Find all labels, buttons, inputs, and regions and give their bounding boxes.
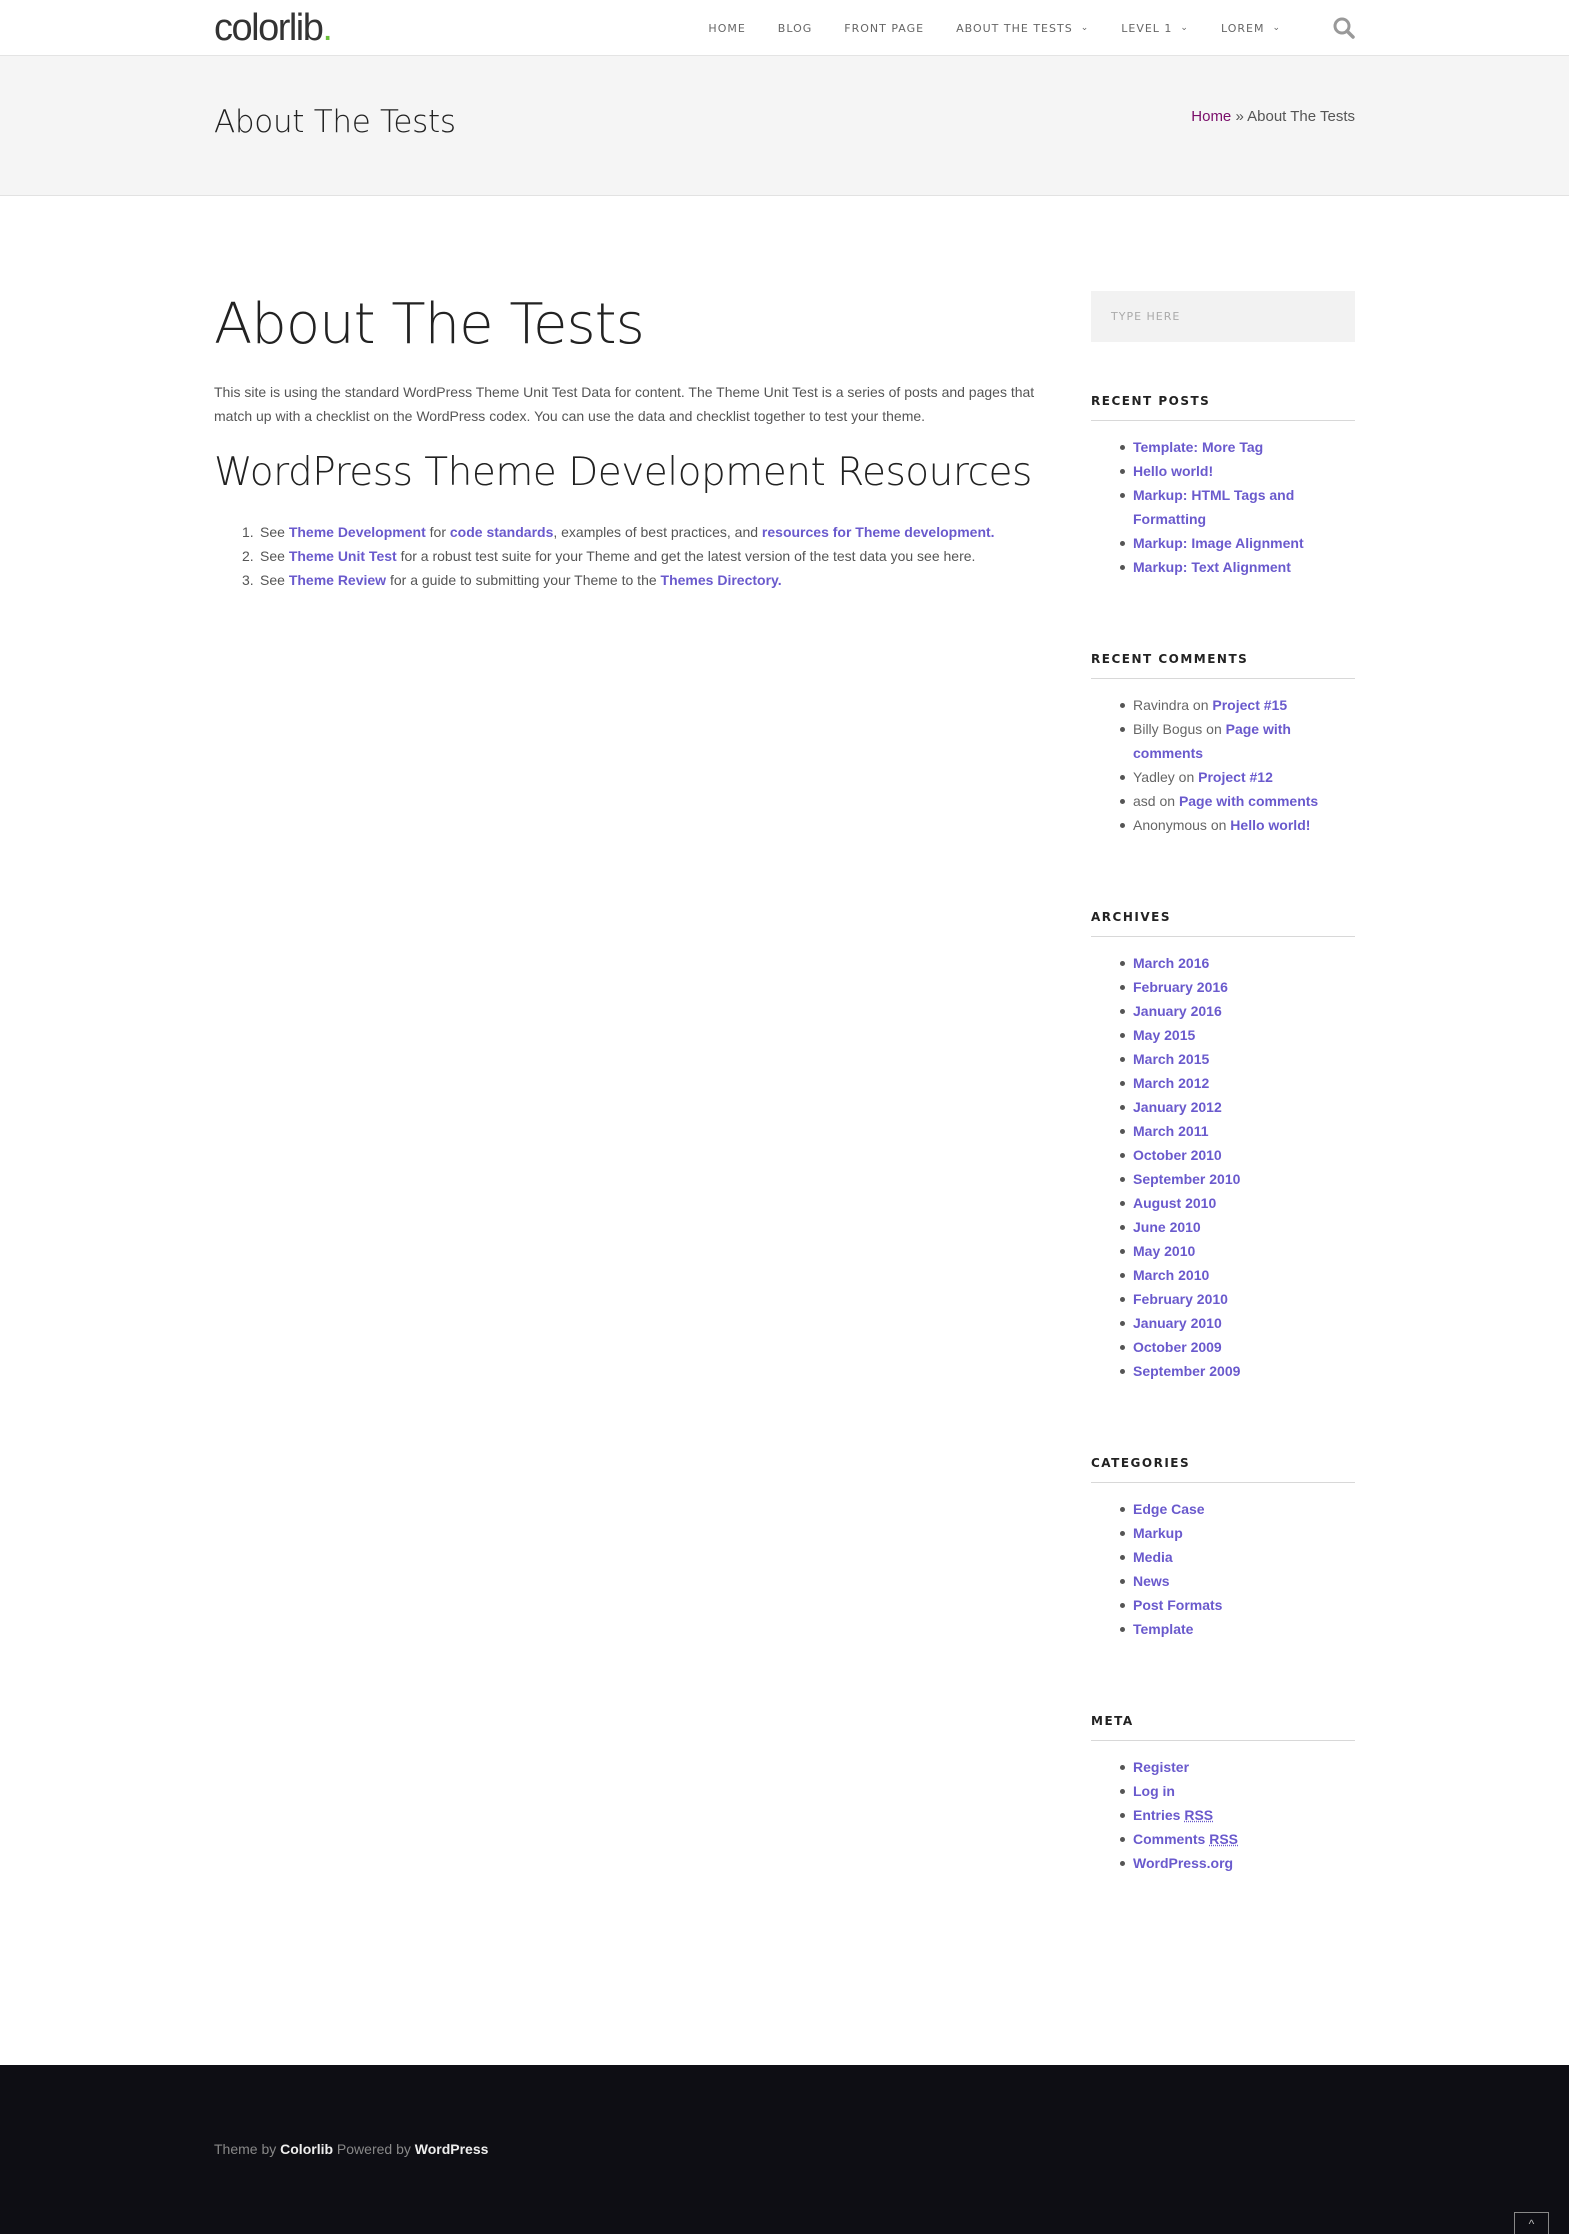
nav-label: ABOUT THE TESTS — [956, 21, 1073, 35]
list-item — [1091, 459, 1355, 483]
nav-label: BLOG — [777, 21, 813, 35]
list-item — [1091, 813, 1355, 837]
register-link[interactable]: Register — [1133, 1759, 1190, 1775]
text: Powered by — [333, 2141, 415, 2157]
widget-title: RECENT COMMENTS — [1091, 652, 1355, 679]
theme-resources-link[interactable]: resources for Theme development — [761, 524, 991, 540]
archive-link[interactable]: March 2012 — [1133, 1075, 1210, 1091]
page-title-bar — [0, 56, 1569, 196]
logo-text: colorlib — [214, 7, 323, 49]
archive-link[interactable]: February 2016 — [1133, 979, 1228, 995]
category-link[interactable]: Media — [1133, 1549, 1173, 1565]
list-item — [1091, 483, 1355, 531]
theme-development-link[interactable]: Theme Development — [288, 524, 426, 540]
archive-link[interactable]: September 2009 — [1133, 1363, 1241, 1379]
chevron-down-icon: ⌄ — [1272, 23, 1281, 33]
comment-author: Billy Bogus — [1133, 721, 1203, 737]
list-item — [1091, 1047, 1355, 1071]
list-item — [1091, 1335, 1355, 1359]
archive-link[interactable]: October 2010 — [1133, 1147, 1222, 1163]
list-number: 1. — [242, 524, 254, 540]
list-item — [1091, 1359, 1355, 1383]
recent-post-link[interactable]: Markup: Image Alignment — [1133, 535, 1304, 551]
breadcrumb-home-link[interactable]: Home — [1191, 108, 1232, 125]
colorlib-link[interactable]: Colorlib — [280, 2141, 334, 2157]
footer-credits — [214, 2141, 488, 2157]
nav-label: LEVEL 1 — [1121, 21, 1173, 35]
recent-post-link[interactable]: Markup: Text Alignment — [1133, 559, 1291, 575]
nav-item-lorem[interactable] — [1221, 22, 1281, 35]
recent-comments-list — [1091, 693, 1355, 837]
list-item — [1091, 1617, 1355, 1641]
comment-post-link[interactable]: Hello world! — [1230, 817, 1311, 833]
archive-link[interactable]: January 2016 — [1133, 1003, 1222, 1019]
nav-label: FRONT PAGE — [844, 21, 925, 35]
theme-unit-test-link[interactable]: Theme Unit Test — [288, 548, 397, 564]
rss-abbr: RSS — [1184, 1807, 1214, 1823]
text: Entries — [1133, 1807, 1185, 1823]
comment-post-link[interactable]: Project #15 — [1212, 697, 1288, 713]
list-item — [1091, 1071, 1355, 1095]
login-link[interactable]: Log in — [1133, 1783, 1175, 1799]
list-item — [1091, 1239, 1355, 1263]
list-item — [242, 568, 1044, 592]
list-item — [1091, 555, 1355, 579]
resources-list — [242, 520, 1044, 592]
entries-rss-link[interactable] — [1133, 1807, 1213, 1823]
text: on — [1202, 721, 1226, 737]
list-item — [1091, 1779, 1355, 1803]
text: . — [777, 572, 782, 588]
text: See — [260, 572, 289, 588]
list-item — [1091, 1143, 1355, 1167]
list-item — [1091, 1851, 1355, 1875]
list-item — [1091, 1095, 1355, 1119]
category-link[interactable]: Template — [1133, 1621, 1194, 1637]
meta-widget — [1091, 1714, 1355, 1875]
list-item — [1091, 951, 1355, 975]
archive-link[interactable]: March 2016 — [1133, 955, 1210, 971]
list-item — [1091, 1755, 1355, 1779]
category-link[interactable]: Post Formats — [1133, 1597, 1223, 1613]
list-item — [1091, 717, 1355, 765]
text: for a guide to submitting your Theme to the — [386, 572, 661, 588]
list-item — [1091, 1119, 1355, 1143]
list-item — [1091, 1497, 1355, 1521]
list-item — [1091, 1803, 1355, 1827]
nav-label: LOREM — [1220, 21, 1265, 35]
archive-link[interactable]: September 2010 — [1133, 1171, 1241, 1187]
resources-heading: WordPress Theme Development Resources — [214, 450, 1032, 495]
theme-review-link[interactable]: Theme Review — [288, 572, 387, 588]
sidebar-search-input[interactable]: TYPE HERE — [1091, 291, 1355, 342]
list-item — [242, 544, 1044, 568]
archive-link[interactable]: August 2010 — [1133, 1195, 1217, 1211]
list-item-text — [260, 544, 975, 568]
recent-post-link[interactable]: Template: More Tag — [1133, 439, 1264, 455]
wordpress-link[interactable]: WordPress — [414, 2141, 489, 2157]
category-link[interactable]: Edge Case — [1133, 1501, 1205, 1517]
site-header — [0, 0, 1569, 56]
recent-post-link[interactable]: Markup: HTML Tags and Formatting — [1133, 487, 1295, 527]
nav-item-front-page[interactable] — [844, 22, 924, 35]
widget-title: META — [1091, 1714, 1355, 1741]
nav-item-blog[interactable] — [778, 22, 812, 35]
code-standards-link[interactable]: code standards — [449, 524, 554, 540]
entry-title: About The Tests — [214, 292, 644, 357]
archives-widget — [1091, 910, 1355, 1383]
list-item — [1091, 1827, 1355, 1851]
text: . — [990, 524, 995, 540]
list-number: 3. — [242, 572, 254, 588]
comment-author: asd — [1133, 793, 1156, 809]
search-button[interactable] — [1331, 15, 1357, 41]
wordpress-org-link[interactable]: WordPress.org — [1133, 1855, 1234, 1871]
archive-link[interactable]: October 2009 — [1133, 1339, 1222, 1355]
list-item — [1091, 1167, 1355, 1191]
list-item — [1091, 1545, 1355, 1569]
category-link[interactable]: News — [1133, 1573, 1170, 1589]
list-item — [242, 520, 1044, 544]
scroll-to-top-button[interactable] — [1514, 2212, 1549, 2234]
list-item — [1091, 1287, 1355, 1311]
text: Theme by — [214, 2141, 281, 2157]
text: on — [1206, 817, 1231, 833]
archive-link[interactable]: May 2015 — [1133, 1027, 1196, 1043]
list-item — [1091, 1191, 1355, 1215]
text: See — [260, 548, 289, 564]
archive-link[interactable]: March 2011 — [1133, 1123, 1209, 1139]
comment-post-link[interactable]: Page with comments — [1178, 793, 1319, 809]
archive-link[interactable]: May 2010 — [1133, 1243, 1196, 1259]
comment-author: Yadley — [1133, 769, 1175, 785]
sidebar — [1091, 291, 1355, 1875]
recent-posts-list — [1091, 435, 1355, 579]
meta-list — [1091, 1755, 1355, 1875]
nav-label: HOME — [708, 21, 746, 35]
list-item — [1091, 693, 1355, 717]
entry-intro: This site is using the standard WordPress Theme Unit Test Data for content. The Theme Unit Test is a series of posts and pages that match up with a checklist on the WordPress codex. You can use the data and checklist together to test your theme. — [214, 384, 1035, 424]
archive-link[interactable]: January 2010 — [1133, 1315, 1222, 1331]
nav-item-about-the-tests[interactable] — [956, 22, 1089, 35]
list-item — [1091, 1215, 1355, 1239]
text: , examples of best practices, and — [553, 524, 762, 540]
text: on — [1174, 769, 1199, 785]
list-item — [1091, 1569, 1355, 1593]
text: for a robust test suite for your Theme and get the latest version of the test data you see here. — [396, 548, 976, 564]
categories-widget — [1091, 1456, 1355, 1641]
list-item — [1091, 765, 1355, 789]
widget-title: ARCHIVES — [1091, 910, 1355, 937]
breadcrumb — [1191, 108, 1355, 125]
text: Comments — [1133, 1831, 1210, 1847]
list-item — [1091, 975, 1355, 999]
list-item — [1091, 1023, 1355, 1047]
comment-post-link[interactable]: Page with comments — [1133, 721, 1291, 761]
archive-link[interactable]: February 2010 — [1133, 1291, 1228, 1307]
list-item-text — [260, 568, 782, 592]
categories-list — [1091, 1497, 1355, 1641]
list-item-text — [260, 520, 995, 544]
list-item — [1091, 1263, 1355, 1287]
list-item — [1091, 789, 1355, 813]
chevron-up-icon: ^ — [1528, 2216, 1535, 2231]
breadcrumb-separator: » — [1231, 108, 1248, 125]
list-item — [1091, 435, 1355, 459]
list-item — [1091, 531, 1355, 555]
site-footer — [0, 2065, 1569, 2234]
archives-list — [1091, 951, 1355, 1383]
search-icon — [1331, 15, 1357, 41]
comment-post-link[interactable]: Project #12 — [1198, 769, 1273, 785]
comment-author: Ravindra — [1133, 697, 1190, 713]
logo-dot: . — [322, 7, 332, 49]
site-logo[interactable] — [214, 6, 331, 50]
page-title: About The Tests — [214, 104, 456, 140]
main-nav — [676, 0, 1281, 56]
category-link[interactable]: Markup — [1133, 1525, 1183, 1541]
nav-item-home[interactable] — [708, 22, 745, 35]
text: on — [1155, 793, 1179, 809]
archive-link[interactable]: June 2010 — [1133, 1219, 1201, 1235]
list-item — [1091, 1593, 1355, 1617]
list-item — [1091, 1311, 1355, 1335]
chevron-down-icon: ⌄ — [1180, 23, 1189, 33]
chevron-down-icon: ⌄ — [1080, 23, 1090, 33]
text: See — [260, 524, 289, 540]
recent-comments-widget — [1091, 652, 1355, 837]
archive-link[interactable]: March 2015 — [1133, 1051, 1210, 1067]
widget-title: CATEGORIES — [1091, 1456, 1355, 1483]
list-number: 2. — [242, 548, 254, 564]
breadcrumb-current: About The Tests — [1247, 108, 1355, 125]
list-item — [1091, 1521, 1355, 1545]
recent-post-link[interactable]: Hello world! — [1133, 463, 1214, 479]
themes-directory-link[interactable]: Themes Directory — [660, 572, 778, 588]
rss-abbr: RSS — [1209, 1831, 1239, 1847]
widget-title: RECENT POSTS — [1091, 394, 1355, 421]
comment-author: Anonymous — [1133, 817, 1207, 833]
text: for — [425, 524, 450, 540]
archive-link[interactable]: March 2010 — [1133, 1267, 1210, 1283]
list-item — [1091, 999, 1355, 1023]
comments-rss-link[interactable] — [1133, 1831, 1238, 1847]
recent-posts-widget — [1091, 394, 1355, 579]
text: on — [1189, 697, 1213, 713]
archive-link[interactable]: January 2012 — [1133, 1099, 1222, 1115]
main-content — [214, 290, 1044, 592]
nav-item-level-1[interactable] — [1121, 22, 1189, 35]
